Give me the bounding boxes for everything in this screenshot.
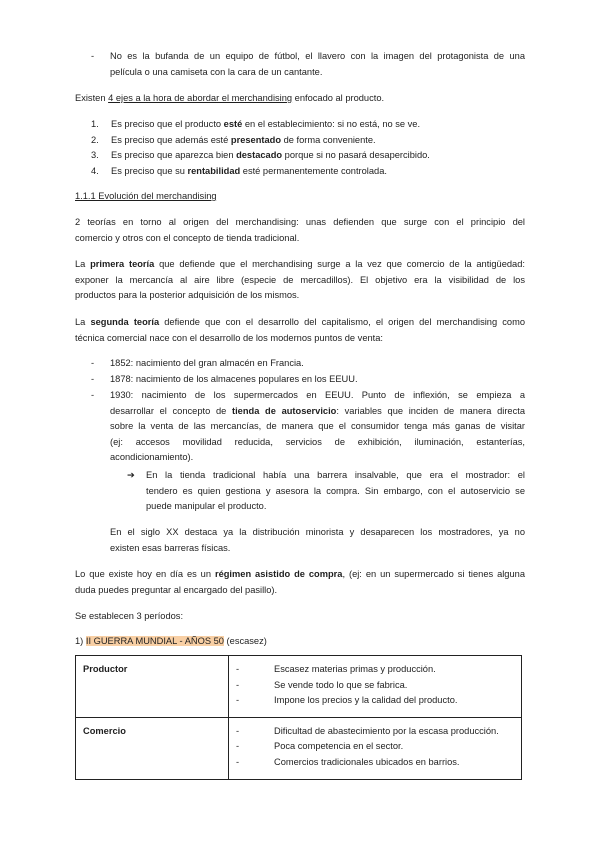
timeline-marker: -: [91, 358, 95, 368]
bullet-text: No es la bufanda de un equipo de fútbol, el llavero con la imagen del protagonista de una película o una camiseta con la cara de un cantante.: [110, 51, 525, 77]
table-row: [76, 656, 522, 718]
timeline-marker: -: [91, 374, 95, 384]
table-label-cell: Productor: [76, 656, 229, 718]
paragraph-segunda-teoria: La segunda teoría defiende que con el desarrollo del capitalismo, el origen del merchandising como técnica comercial nace con el desarrollo de los modernos puntos de venta:: [75, 317, 525, 343]
ejes-intro: Existen 4 ejes a la hora de abordar el merchandising enfocado al producto.: [75, 93, 385, 103]
arrow-icon: ➔: [127, 470, 135, 480]
numbered-item: 1. Es preciso que el producto esté en el establecimiento: si no está, no se ve.: [91, 119, 421, 129]
timeline-item: 1930: nacimiento de los supermercados en EEUU. Punto de inflexión, se empieza a desarrollar el concepto de tienda de autoservicio: variables que inciden de manera directa sobre la venta de las mercancías, de manera que el consumidor tenga más ganas de visitar (ej: accesos movilidad reducida, servicios de exhibición, iluminación, estanterías, acondicionamiento).: [110, 390, 526, 463]
bullet-marker: -: [91, 51, 95, 61]
numbered-item: 2. Es preciso que además esté presentado de forma conveniente.: [91, 134, 376, 145]
periodo-1-heading: 1) II GUERRA MUNDIAL - AÑOS 50 (escasez): [75, 636, 267, 646]
table-content-cell: - Dificultad de abastecimiento por la escasa producción. - Poca competencia en el sector. - Comercios tradicionales ubicados en barrios.: [229, 717, 522, 779]
table-row: [76, 717, 522, 779]
arrow-note-text: En la tienda tradicional había una barrera insalvable, que era el mostrador: el tendero es quien gestiona y asesora la compra. Sin embargo, con el autoservicio se puede manipular el producto.: [146, 470, 525, 512]
table-content-cell: - Escasez materias primas y producción. - Se vende todo lo que se fabrica. - Impone los precios y la calidad del producto.: [229, 656, 522, 718]
highlighted-period: II GUERRA MUNDIAL - AÑOS 50: [85, 636, 224, 646]
numbered-list: [91, 117, 521, 179]
section-heading: 1.1.1 Evolución del merchandising: [75, 191, 217, 201]
numbered-item: 4. Es preciso que su rentabilidad esté permanentemente controlada.: [91, 165, 387, 176]
timeline-item: 1878: nacimiento de los almacenes populares en los EEUU.: [110, 374, 358, 384]
paragraph-primera-teoria: La primera teoría que defiende que el merchandising surge a la vez que comercio de la antigüedad: exponer la mercancía al aire libre (especie de mercadillos). El objetivo era la visibilidad de los productos para la posterior adquisición de los mismos.: [75, 259, 525, 301]
table-label-cell: Comercio: [76, 717, 229, 779]
timeline-item: 1852: nacimiento del gran almacén en Francia.: [110, 358, 304, 368]
periodo-1-table: [75, 655, 522, 780]
numbered-item: 3. Es preciso que aparezca bien destacado porque si no pasará desapercibido.: [91, 150, 430, 161]
periodos-intro: Se establecen 3 períodos:: [75, 611, 184, 621]
paragraph-siglo-xx: En el siglo XX destaca ya la distribución minorista y desaparecen los mostradores, ya no existen esas barreras físicas.: [110, 527, 525, 553]
paragraph-regimen: Lo que existe hoy en día es un régimen asistido de compra, (ej: en un supermercado si tienes alguna duda puedes preguntar al encargado del pasillo).: [75, 569, 525, 595]
timeline-marker: -: [91, 390, 95, 400]
paragraph-teorias: 2 teorías en torno al origen del merchandising: unas defienden que surge con el principio del comercio y otros con el concepto de tienda tradicional.: [75, 217, 525, 243]
